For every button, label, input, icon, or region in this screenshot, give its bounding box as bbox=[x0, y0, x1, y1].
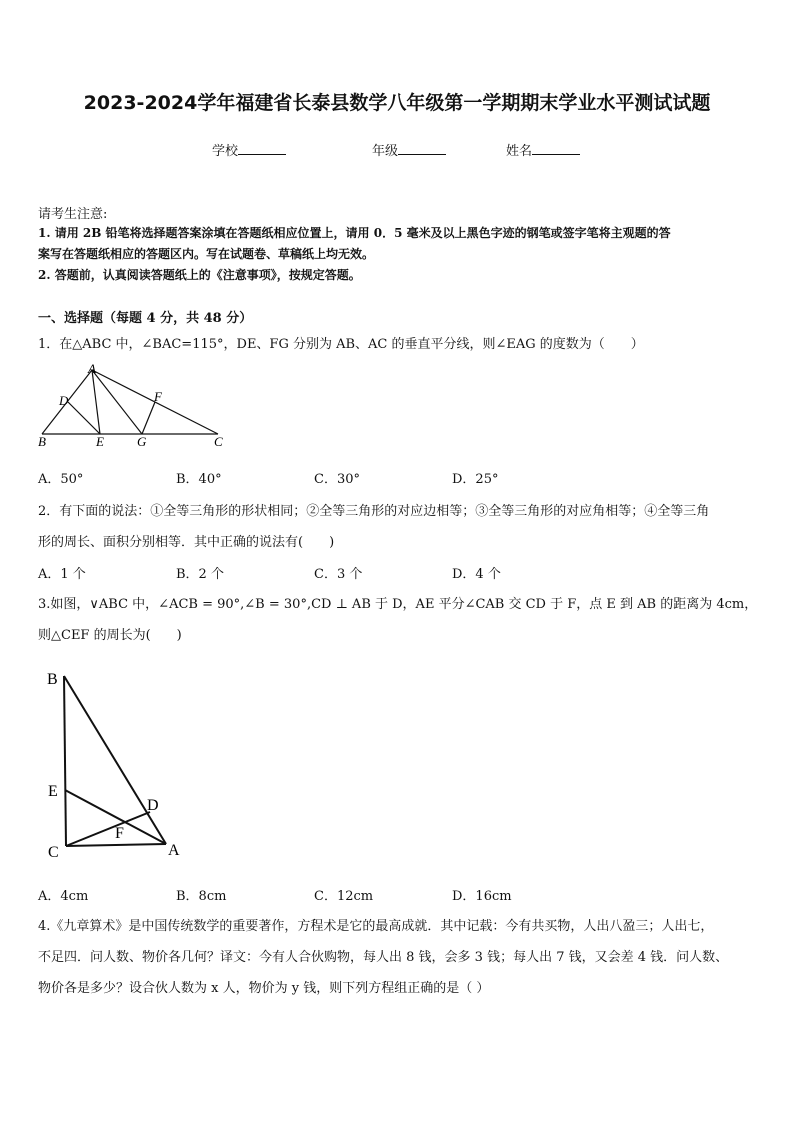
q3-label-A: A bbox=[168, 842, 180, 859]
q1-label-B: B bbox=[38, 434, 46, 449]
grade-field: 年级 bbox=[372, 140, 446, 159]
name-field: 姓名 bbox=[506, 140, 580, 159]
school-blank[interactable] bbox=[238, 142, 286, 155]
q2-option-d[interactable]: D．4 个 bbox=[452, 567, 501, 582]
q1-label-E: E bbox=[96, 434, 104, 449]
q1-label-D: D bbox=[59, 393, 69, 408]
grade-blank[interactable] bbox=[398, 142, 446, 155]
q2-line-2: 形的周长、面积分别相等．其中正确的说法有( ) bbox=[38, 535, 335, 550]
q3-label-E: E bbox=[48, 783, 58, 800]
q2-line-1: 2．有下面的说法：①全等三角形的形状相同；②全等三角形的对应边相等；③全等三角形的对应角相等；④全等三角 bbox=[38, 504, 710, 519]
q1-label-F: F bbox=[154, 389, 162, 404]
school-field: 学校 bbox=[212, 140, 286, 159]
q3-option-b[interactable]: B．8cm bbox=[176, 889, 227, 904]
q1-option-a[interactable]: A．50° bbox=[38, 472, 84, 487]
page-title: 2023-2024学年福建省长泰县数学八年级第一学期期末学业水平测试试题 bbox=[83, 92, 711, 114]
q3-option-a[interactable]: A．4cm bbox=[38, 889, 89, 904]
q1-label-G: G bbox=[137, 434, 147, 449]
q3-label-D: D bbox=[147, 797, 159, 814]
notice-line-2: 2. 答题前，认真阅读答题纸上的《注意事项》，按规定答题。 bbox=[38, 268, 361, 282]
notice-heading: 请考生注意: bbox=[38, 207, 108, 222]
q1-label-A: A bbox=[88, 361, 96, 376]
q3-figure bbox=[40, 662, 200, 867]
q3-label-C: C bbox=[48, 844, 59, 861]
q1-text: 1．在△ABC 中，∠BAC=115°，DE、FG 分别为 AB、AC 的垂直平分线，则∠EAG 的度数为（ ） bbox=[38, 337, 644, 352]
q3-option-d[interactable]: D．16cm bbox=[452, 889, 512, 904]
q1-option-d[interactable]: D．25° bbox=[452, 472, 499, 487]
q1-option-c[interactable]: C．30° bbox=[314, 472, 360, 487]
q1-figure bbox=[30, 360, 240, 450]
q3-line-2: 则△CEF 的周长为( ) bbox=[38, 628, 182, 643]
q4-line-1: 4.《九章算术》是中国传统数学的重要著作，方程术是它的最高成就．其中记载：今有共买物，人出八盈三；人出七， bbox=[38, 919, 714, 934]
q2-option-c[interactable]: C．3 个 bbox=[314, 567, 363, 582]
q2-option-a[interactable]: A．1 个 bbox=[38, 567, 86, 582]
q3-option-c[interactable]: C．12cm bbox=[314, 889, 374, 904]
q3-label-F: F bbox=[115, 825, 124, 842]
section-heading: 一、选择题（每题 4 分，共 48 分） bbox=[38, 311, 253, 326]
q2-option-b[interactable]: B．2 个 bbox=[176, 567, 224, 582]
q4-line-3: 物价各是多少？设合伙人数为 x 人，物价为 y 钱，则下列方程组正确的是（ ） bbox=[38, 981, 490, 996]
name-blank[interactable] bbox=[532, 142, 580, 155]
notice-line-1: 1. 请用 2B 铅笔将选择题答案涂填在答题纸相应位置上，请用 0．5 毫米及以上黑色字迹的钢笔或签字笔将主观题的答 bbox=[38, 226, 671, 240]
q3-label-B: B bbox=[47, 671, 58, 688]
q1-option-b[interactable]: B．40° bbox=[176, 472, 222, 487]
q1-label-C: C bbox=[214, 434, 223, 449]
q3-line-1: 3.如图，∨ABC 中，∠ACB = 90°,∠B = 30°,CD ⊥ AB 于 D，AE 平分∠CAB 交 CD 于 F，点 E 到 AB 的距离为 4cm， bbox=[38, 597, 758, 612]
q4-line-2: 不足四．问人数、物价各几何？译文：今有人合伙购物，每人出 8 钱，会多 3 钱；每人出 7 钱，又会差 4 钱．问人数、 bbox=[38, 950, 729, 965]
notice-line-1b: 案写在答题纸相应的答题区内。写在试题卷、草稿纸上均无效。 bbox=[38, 247, 375, 261]
